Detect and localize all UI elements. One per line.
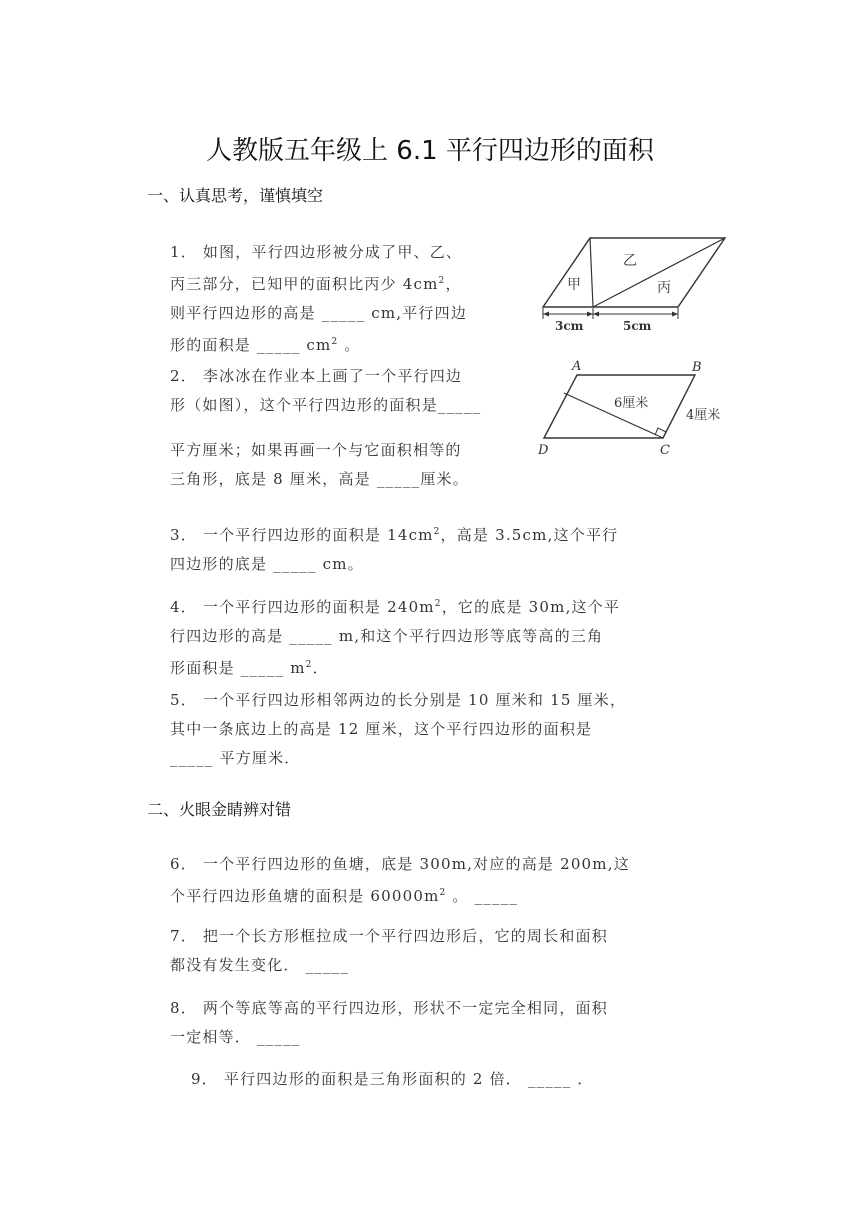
q4-line-3: 形面积是 _____ $m^2$． xyxy=(170,659,329,677)
q1-line-2: 丙三部分，已知甲的面积比丙少 $4cm^2$， xyxy=(170,275,462,293)
figure2-label-c: C xyxy=(660,443,670,458)
q6-superscript: 2 xyxy=(439,888,447,898)
q1-superscript-2: 2 xyxy=(331,337,339,347)
figure1-divider-1 xyxy=(590,238,593,307)
question-8 xyxy=(170,994,608,1052)
figure1-label-jia: 甲 xyxy=(567,277,581,293)
figure1-parallelogram xyxy=(543,238,725,307)
figure2-diagonal-label: 6厘米 xyxy=(614,396,649,411)
section-heading-true-false: 二、火眼金睛辨对错 xyxy=(147,800,292,819)
figure1-arrow-4 xyxy=(672,312,678,317)
q4-superscript-2: 2 xyxy=(305,660,313,670)
question-1 xyxy=(170,238,467,360)
figure1-arrow-2 xyxy=(587,312,593,317)
q3-line-1: 3． 一个平行四边形的面积是 $14cm^2$，高是 3.5cm,这个平行 xyxy=(170,526,619,544)
q7-line-1: 7． 把一个长方形框拉成一个平行四边形后，它的周长和面积 xyxy=(170,927,608,945)
figure2-side-label: 4厘米 xyxy=(686,408,721,423)
section-heading-fill-in: 一、认真思考，谨慎填空 xyxy=(147,186,324,205)
q8-line-1: 8． 两个等底等高的平行四边形，形状不一定完全相同，面积 xyxy=(170,999,608,1017)
q8-line-2: 一定相等． _____ xyxy=(170,1028,301,1046)
figure2-label-b: B xyxy=(692,360,702,375)
page-title: 人教版五年级上 6.1 平行四边形的面积 xyxy=(206,136,654,166)
question-2 xyxy=(170,362,481,420)
q1-line-4: 形的面积是 _____ $cm^2$ 。 xyxy=(170,336,361,354)
q1-line-3: 则平行四边形的高是 _____ cm,平行四边 xyxy=(170,304,468,322)
q3-line-2: 四边形的底是 _____ cm。 xyxy=(170,555,364,573)
q1-superscript-1: 2 xyxy=(438,276,446,286)
figure1-label-yi: 乙 xyxy=(623,253,637,269)
q6-line-1: 6． 一个平行四边形的鱼塘，底是 300m,对应的高是 200m,这 xyxy=(170,855,630,873)
figure2-label-a: A xyxy=(572,359,582,374)
figure2-label-d: D xyxy=(538,443,549,458)
q5-line-2: 其中一条底边上的高是 12 厘米，这个平行四边形的面积是 xyxy=(170,720,593,738)
q4-superscript-1: 2 xyxy=(434,599,442,609)
question-6 xyxy=(170,850,630,911)
question-4 xyxy=(170,590,620,683)
q2-line-2: 形（如图），这个平行四边形的面积是_____ xyxy=(170,396,482,414)
question-9 xyxy=(191,1065,594,1094)
figure1-divider-2 xyxy=(593,238,725,307)
q2-line-3: 平方厘米；如果再画一个与它面积相等的 xyxy=(170,441,462,459)
q6-line-2: 个平行四边形鱼塘的面积是 $60000m^2$ 。 _____ xyxy=(170,887,519,905)
q2-line-4: 三角形，底是 8 厘米，高是 _____厘米。 xyxy=(170,470,469,488)
q2-line-1: 2． 李冰冰在作业本上画了一个平行四边 xyxy=(170,367,463,385)
q1-line-1: 1． 如图，平行四边形被分成了甲、乙、 xyxy=(170,243,463,261)
q3-superscript: 2 xyxy=(433,527,441,537)
figure-parallelogram-2 xyxy=(532,355,737,465)
figure-parallelogram-1 xyxy=(535,232,735,334)
q5-line-3: _____ 平方厘米． xyxy=(170,749,301,767)
question-2-cont xyxy=(170,436,469,494)
figure1-arrow-1 xyxy=(543,312,549,317)
figure1-label-bing: 丙 xyxy=(657,280,671,296)
figure1-arrow-3 xyxy=(593,312,599,317)
q5-line-1: 5． 一个平行四边形相邻两边的长分别是 10 厘米和 15 厘米， xyxy=(170,691,627,709)
q4-line-1: 4． 一个平行四边形的面积是 $240m^2$，它的底是 30m,这个平 xyxy=(170,598,621,616)
question-7 xyxy=(170,922,608,980)
figure1-dim-left: 3cm xyxy=(555,319,584,333)
q9-line-1: 9． 平行四边形的面积是三角形面积的 2 倍． _____ ． xyxy=(191,1070,594,1088)
question-3 xyxy=(170,518,618,579)
q7-line-2: 都没有发生变化． _____ xyxy=(170,956,350,974)
q4-line-2: 行四边形的高是 _____ m,和这个平行四边形等底等高的三角 xyxy=(170,627,604,645)
question-5 xyxy=(170,686,626,773)
figure1-dim-right: 5cm xyxy=(623,319,652,333)
